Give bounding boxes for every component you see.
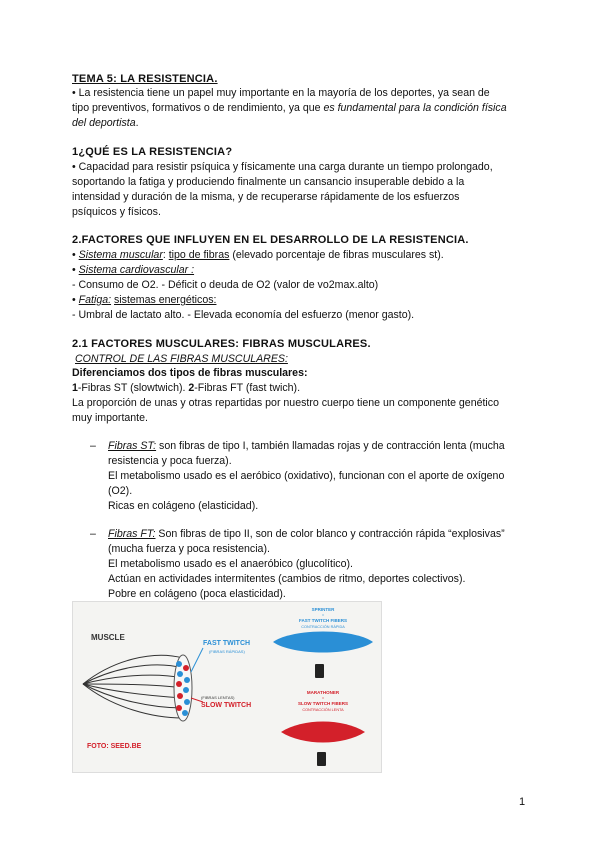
bullet-mark: • [72,264,79,276]
intro-emphasis: del deportista [72,117,136,129]
equals-sign: = [321,695,325,700]
fast-muscle-shape [273,632,373,653]
dash-bullet: – [90,440,96,452]
term: Fatiga: [78,294,112,306]
fast-fibers-label: FAST TWITCH FIBERS [299,618,347,623]
intro-emphasis: es fundamental para la condición física [323,102,507,114]
figure-svg [73,602,381,772]
paragraph-line: • Capacidad para resistir psíquica y físicamente una carga durante un tiempo prolongado, [72,161,493,173]
paragraph-line: - Consumo de O2. - Déficit o deuda de O2 (valor de vo2max.alto) [72,279,379,291]
paragraph-line: intensidad y duración de la misma, y de recuperarse rápidamente de los esfuerzos [72,191,460,203]
fast-twitch-label: FAST TWITCH [203,640,251,647]
bullet-mark: • [72,294,79,306]
list-line: resistencia y poca fuerza). [108,455,232,467]
list-line: Pobre en colágeno (poca elasticidad). [108,588,286,600]
intro-period: . [135,117,139,129]
paragraph-line: muy importante. [72,412,148,424]
slow-fibers-es: CONTRACCIÓN LENTA [302,708,344,712]
list-line: Ricas en colágeno (elasticidad). [108,500,259,512]
intro-line [72,101,532,116]
term: Sistema cardiovascular : [78,264,195,276]
description: (elevado porcentaje de fibras musculares st). [229,249,444,261]
number: 1 [72,382,78,394]
page-number: 1 [519,796,526,808]
slow-twitch-label: SLOW TWITCH [201,702,252,709]
slow-muscle-shape [281,722,365,743]
separator: : [162,249,169,261]
fast-pointer [191,648,203,672]
marathoner-label: MARATHONER [306,690,340,695]
page-title: TEMA 5: LA RESISTENCIA. [72,73,218,85]
muscle-label: MUSCLE [91,633,125,642]
fast-fibers-es: CONTRACCIÓN RÁPIDA [301,625,345,629]
bullet-item [72,248,532,263]
section-heading: 2.1 FACTORES MUSCULARES: FIBRAS MUSCULARES. [72,338,371,350]
fiber-type: -Fibras ST (slowtwich). [77,382,189,394]
intro-line: • La resistencia tiene un papel muy importante en la mayoría de los deportes, ya sean de [72,87,490,99]
list-item [108,439,505,454]
intro-line [72,116,532,131]
slow-fibers-label: SLOW TWITCH FIBERS [298,701,348,706]
paragraph-line: - Umbral de lactato alto. - Elevada economía del esfuerzo (menor gasto). [72,309,415,321]
section-heading: 1¿QUÉ ES LA RESISTENCIA? [72,146,233,158]
battery-icon [315,664,324,678]
fiber-type: -Fibras FT (fast twich). [194,382,301,394]
list-line: El metabolismo usado es el aeróbico (oxidativo), funcionan con el aporte de oxígeno [108,470,505,482]
battery-icon [317,752,326,766]
bold-line: Diferenciamos dos tipos de fibras musculares: [72,367,308,379]
muscle-illustration [83,655,192,721]
subheading: CONTROL DE LAS FIBRAS MUSCULARES: [75,353,288,365]
term: Sistema muscular [78,249,163,261]
bullet-item [72,293,532,308]
description: son fibras de tipo I, también llamadas rojas y de contracción lenta (mucha [156,440,505,452]
bullet-mark: • [72,249,79,261]
term: Fibras FT: [108,528,156,540]
equals-sign: = [321,612,325,617]
paragraph-line: psíquicos y físicos. [72,206,161,218]
paragraph-line [72,381,532,396]
term: sistemas energéticos: [114,294,217,306]
photo-credit: FOTO: SEED.BE [87,743,142,750]
section-heading: 2.FACTORES QUE INFLUYEN EN EL DESARROLLO DE LA RESISTENCIA. [72,234,469,246]
bullet-item [72,263,532,278]
list-line: (O2). [108,485,133,497]
list-line: (mucha fuerza y poca resistencia). [108,543,270,555]
list-item [108,527,505,542]
fast-twitch-sub: (FIBRAS RÁPIDAS) [209,649,245,654]
list-line: El metabolismo usado es el anaeróbico (glucolítico). [108,558,353,570]
dash-bullet: – [90,528,96,540]
term: Fibras ST: [108,440,157,452]
description: Son fibras de tipo II, son de color blanco y contracción rápida “explosivas” [155,528,505,540]
list-line: Actúan en actividades intermitentes (cambios de ritmo, deportes colectivos). [108,573,466,585]
number: 2 [188,382,195,394]
paragraph-line: soportando la fatiga y produciendo finalmente un cansancio insuperable debido a la [72,176,465,188]
slow-twitch-sub: (FIBRAS LENTAS) [201,695,235,700]
paragraph-line: La proporción de unas y otras repartidas por nuestro cuerpo tiene un componente genético [72,397,499,409]
muscle-fiber-figure [72,601,382,773]
term: tipo de fibras [168,249,230,261]
intro-text: tipo preventivos, formativos o de rendimiento, ya que [72,102,324,114]
sprinter-label: SPRINTER [311,607,335,612]
